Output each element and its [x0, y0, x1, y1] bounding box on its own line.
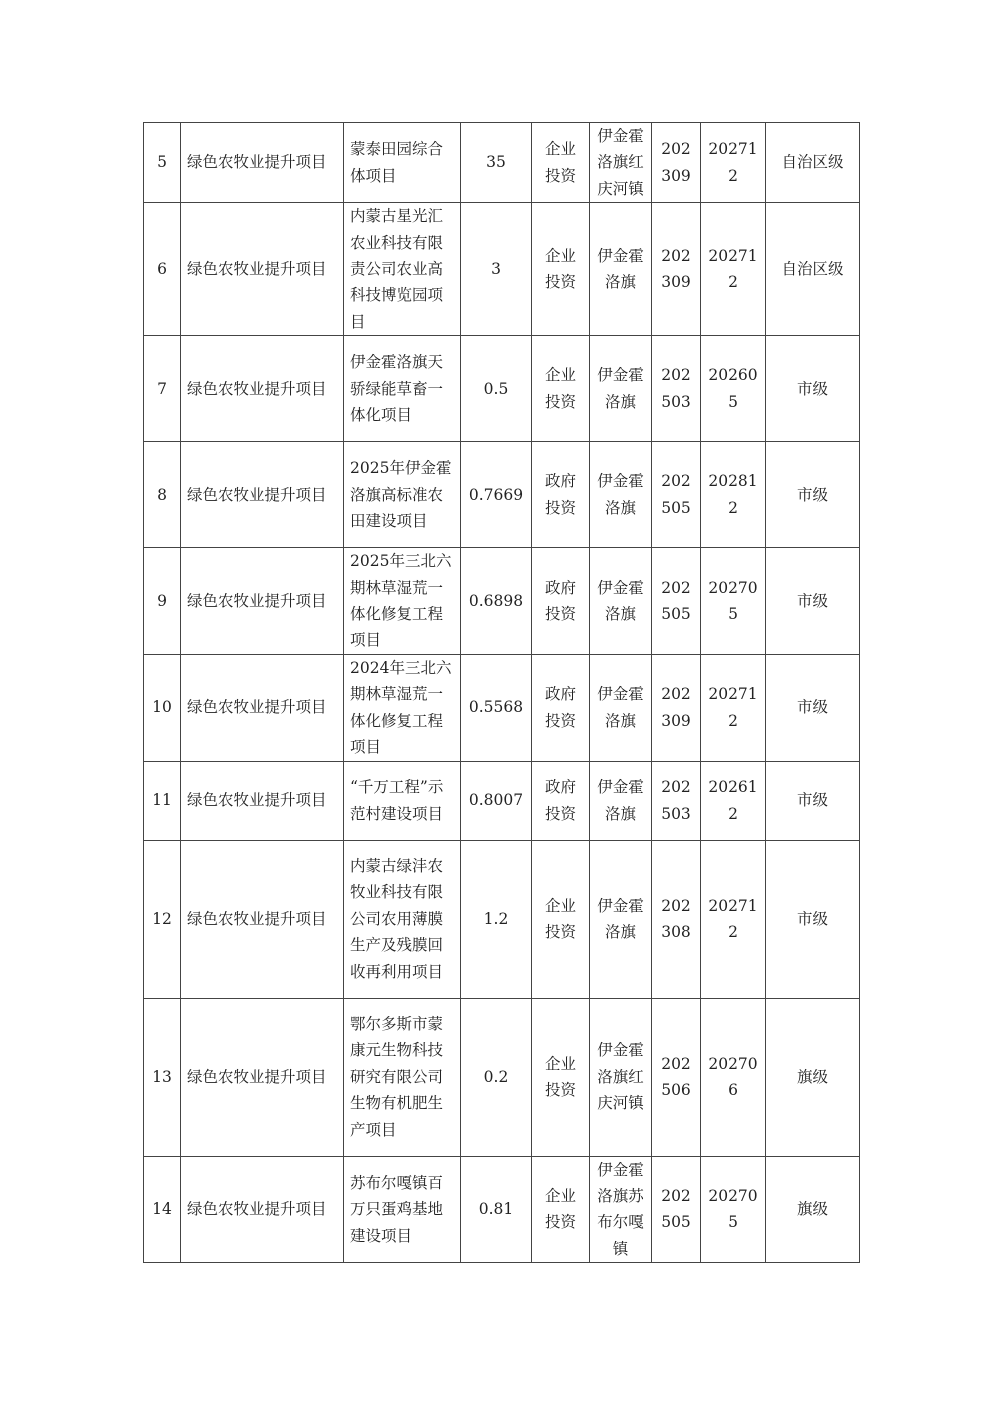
end-date: 202705 — [701, 1156, 766, 1263]
table-row — [144, 840, 860, 998]
row-number: 6 — [144, 203, 181, 336]
investment-amount: 35 — [461, 123, 532, 203]
start-date: 202506 — [652, 998, 701, 1156]
project-location: 伊金霍洛旗红庆河镇 — [590, 998, 652, 1156]
row-number: 14 — [144, 1156, 181, 1263]
start-date: 202308 — [652, 840, 701, 998]
project-location: 伊金霍洛旗 — [590, 761, 652, 840]
investment-type: 企业投资 — [532, 203, 590, 336]
investment-amount: 1.2 — [461, 840, 532, 998]
row-number: 12 — [144, 840, 181, 998]
project-category: 绿色农牧业提升项目 — [181, 840, 344, 998]
table-row — [144, 123, 860, 203]
project-name: 鄂尔多斯市蒙康元生物科技研究有限公司生物有机肥生产项目 — [344, 998, 461, 1156]
row-number: 10 — [144, 654, 181, 761]
start-date: 202505 — [652, 548, 701, 655]
project-location: 伊金霍洛旗红庆河镇 — [590, 123, 652, 203]
project-level: 旗级 — [766, 998, 860, 1156]
end-date: 202706 — [701, 998, 766, 1156]
row-number: 9 — [144, 548, 181, 655]
start-date: 202309 — [652, 654, 701, 761]
table-row — [144, 998, 860, 1156]
project-name: “千万工程”示范村建设项目 — [344, 761, 461, 840]
start-date: 202309 — [652, 123, 701, 203]
row-number: 13 — [144, 998, 181, 1156]
project-location: 伊金霍洛旗 — [590, 548, 652, 655]
project-level: 市级 — [766, 654, 860, 761]
table-row — [144, 336, 860, 442]
end-date: 202812 — [701, 442, 766, 548]
table-row — [144, 203, 860, 336]
investment-amount: 0.5568 — [461, 654, 532, 761]
end-date: 202712 — [701, 123, 766, 203]
investment-type: 政府投资 — [532, 654, 590, 761]
project-name: 2025年伊金霍洛旗高标准农田建设项目 — [344, 442, 461, 548]
project-name: 内蒙古绿沣农牧业科技有限公司农用薄膜生产及残膜回收再利用项目 — [344, 840, 461, 998]
project-name: 内蒙古星光汇农业科技有限责公司农业高科技博览园项目 — [344, 203, 461, 336]
investment-amount: 0.8007 — [461, 761, 532, 840]
project-level: 自治区级 — [766, 123, 860, 203]
investment-amount: 0.2 — [461, 998, 532, 1156]
project-category: 绿色农牧业提升项目 — [181, 654, 344, 761]
project-category: 绿色农牧业提升项目 — [181, 548, 344, 655]
project-category: 绿色农牧业提升项目 — [181, 203, 344, 336]
row-number: 11 — [144, 761, 181, 840]
end-date: 202712 — [701, 203, 766, 336]
project-name: 蒙泰田园综合体项目 — [344, 123, 461, 203]
row-number: 8 — [144, 442, 181, 548]
project-category: 绿色农牧业提升项目 — [181, 336, 344, 442]
end-date: 202712 — [701, 654, 766, 761]
start-date: 202505 — [652, 1156, 701, 1263]
project-category: 绿色农牧业提升项目 — [181, 123, 344, 203]
end-date: 202605 — [701, 336, 766, 442]
start-date: 202505 — [652, 442, 701, 548]
row-number: 7 — [144, 336, 181, 442]
project-name: 2025年三北六期林草湿荒一体化修复工程项目 — [344, 548, 461, 655]
investment-amount: 3 — [461, 203, 532, 336]
investment-type: 政府投资 — [532, 548, 590, 655]
investment-amount: 0.81 — [461, 1156, 532, 1263]
investment-amount: 0.5 — [461, 336, 532, 442]
project-name: 苏布尔嘎镇百万只蛋鸡基地建设项目 — [344, 1156, 461, 1263]
investment-type: 企业投资 — [532, 840, 590, 998]
project-category: 绿色农牧业提升项目 — [181, 998, 344, 1156]
project-category: 绿色农牧业提升项目 — [181, 761, 344, 840]
table-row — [144, 654, 860, 761]
start-date: 202503 — [652, 761, 701, 840]
table-row — [144, 548, 860, 655]
project-level: 旗级 — [766, 1156, 860, 1263]
project-level: 市级 — [766, 442, 860, 548]
table-row — [144, 1156, 860, 1263]
project-name: 2024年三北六期林草湿荒一体化修复工程项目 — [344, 654, 461, 761]
project-location: 伊金霍洛旗 — [590, 654, 652, 761]
investment-type: 企业投资 — [532, 1156, 590, 1263]
table-row — [144, 761, 860, 840]
investment-type: 政府投资 — [532, 761, 590, 840]
project-level: 市级 — [766, 336, 860, 442]
project-table — [143, 122, 860, 1263]
end-date: 202712 — [701, 840, 766, 998]
investment-amount: 0.6898 — [461, 548, 532, 655]
start-date: 202309 — [652, 203, 701, 336]
project-category: 绿色农牧业提升项目 — [181, 1156, 344, 1263]
investment-type: 企业投资 — [532, 998, 590, 1156]
project-location: 伊金霍洛旗苏布尔嘎镇 — [590, 1156, 652, 1263]
investment-type: 企业投资 — [532, 123, 590, 203]
project-table-body — [144, 123, 860, 1263]
project-location: 伊金霍洛旗 — [590, 336, 652, 442]
end-date: 202612 — [701, 761, 766, 840]
project-level: 市级 — [766, 761, 860, 840]
start-date: 202503 — [652, 336, 701, 442]
project-name: 伊金霍洛旗天骄绿能草畜一体化项目 — [344, 336, 461, 442]
investment-type: 企业投资 — [532, 336, 590, 442]
project-location: 伊金霍洛旗 — [590, 840, 652, 998]
end-date: 202705 — [701, 548, 766, 655]
project-location: 伊金霍洛旗 — [590, 203, 652, 336]
project-level: 市级 — [766, 548, 860, 655]
project-category: 绿色农牧业提升项目 — [181, 442, 344, 548]
investment-amount: 0.7669 — [461, 442, 532, 548]
row-number: 5 — [144, 123, 181, 203]
project-level: 自治区级 — [766, 203, 860, 336]
project-level: 市级 — [766, 840, 860, 998]
investment-type: 政府投资 — [532, 442, 590, 548]
project-location: 伊金霍洛旗 — [590, 442, 652, 548]
table-row — [144, 442, 860, 548]
